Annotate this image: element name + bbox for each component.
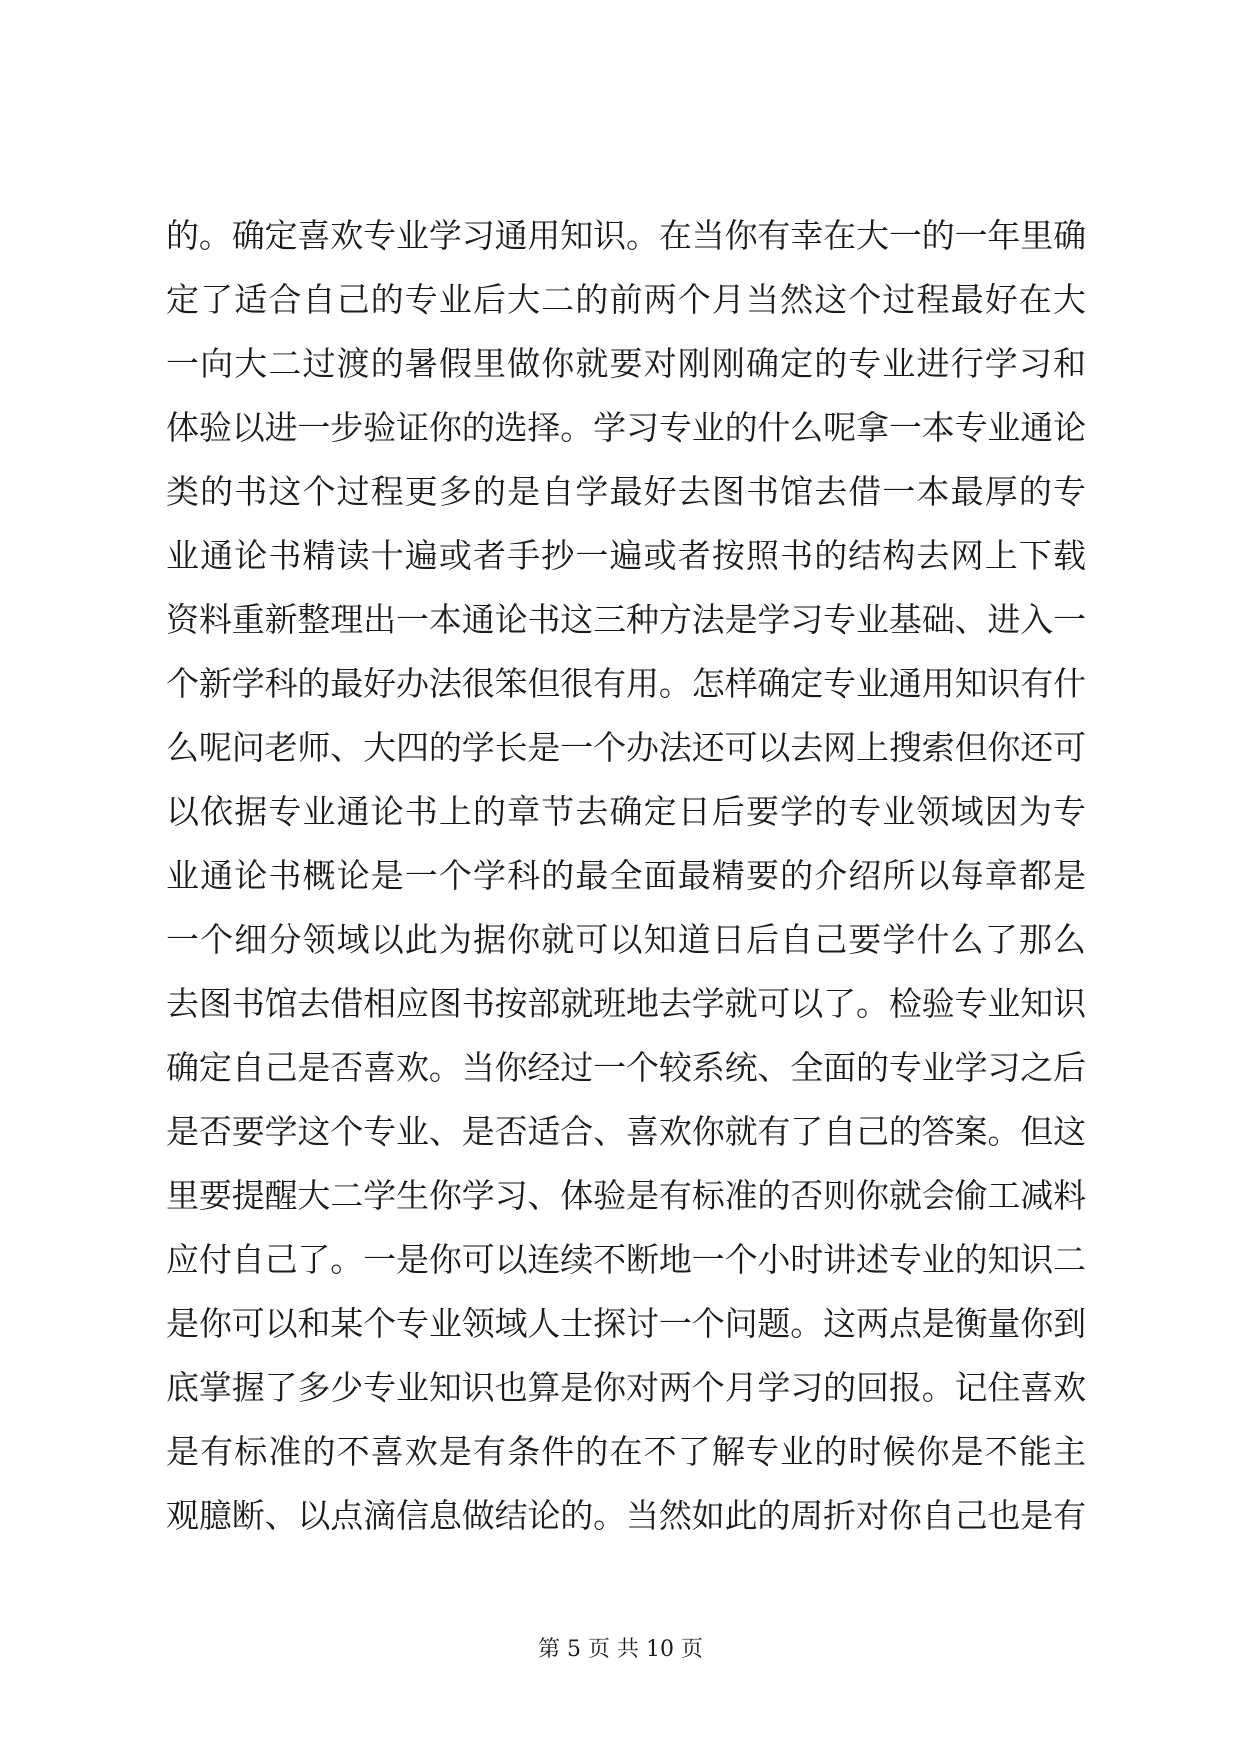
text-line: 一个细分领域以此为据你就可以知道日后自己要学什么了那么 [166,920,1086,959]
text-line: 去图书馆去借相应图书按部就班地去学就可以了。检验专业知识 [166,984,1086,1023]
text-line: 以依据专业通论书上的章节去确定日后要学的专业领域因为专 [166,792,1086,831]
text-line: 底掌握了多少专业知识也算是你对两个月学习的回报。记住喜欢 [166,1368,1086,1407]
text-line: 业通论书精读十遍或者手抄一遍或者按照书的结构去网上下载 [166,536,1086,575]
text-line: 体验以进一步验证你的选择。学习专业的什么呢拿一本专业通论 [166,408,1086,447]
text-line: 是你可以和某个专业领域人士探讨一个问题。这两点是衡量你到 [166,1304,1086,1343]
text-line: 是有标准的不喜欢是有条件的在不了解专业的时候你是不能主 [166,1432,1086,1471]
text-line: 里要提醒大二学生你学习、体验是有标准的否则你就会偷工减料 [166,1176,1086,1215]
text-line: 么呢问老师、大四的学长是一个办法还可以去网上搜索但你还可 [166,728,1086,767]
text-line: 是否要学这个专业、是否适合、喜欢你就有了自己的答案。但这 [166,1112,1086,1151]
page-number-footer: 第 5 页 共 10 页 [538,1637,703,1662]
text-line: 应付自己了。一是你可以连续不断地一个小时讲述专业的知识二 [166,1240,1086,1279]
body-text [166,204,1086,1548]
text-line: 的。确定喜欢专业学习通用知识。在当你有幸在大一的一年里确 [166,216,1086,255]
text-line: 定了适合自己的专业后大二的前两个月当然这个过程最好在大 [166,280,1086,319]
text-line: 确定自己是否喜欢。当你经过一个较系统、全面的专业学习之后 [166,1048,1086,1087]
text-line: 业通论书概论是一个学科的最全面最精要的介绍所以每章都是 [166,856,1086,895]
text-line: 一向大二过渡的暑假里做你就要对刚刚确定的专业进行学习和 [166,344,1086,383]
text-line: 个新学科的最好办法很笨但很有用。怎样确定专业通用知识有什 [166,664,1086,703]
text-line: 资料重新整理出一本通论书这三种方法是学习专业基础、进入一 [166,600,1086,639]
text-line: 类的书这个过程更多的是自学最好去图书馆去借一本最厚的专 [166,472,1086,511]
text-line: 观臆断、以点滴信息做结论的。当然如此的周折对你自己也是有 [166,1496,1086,1535]
